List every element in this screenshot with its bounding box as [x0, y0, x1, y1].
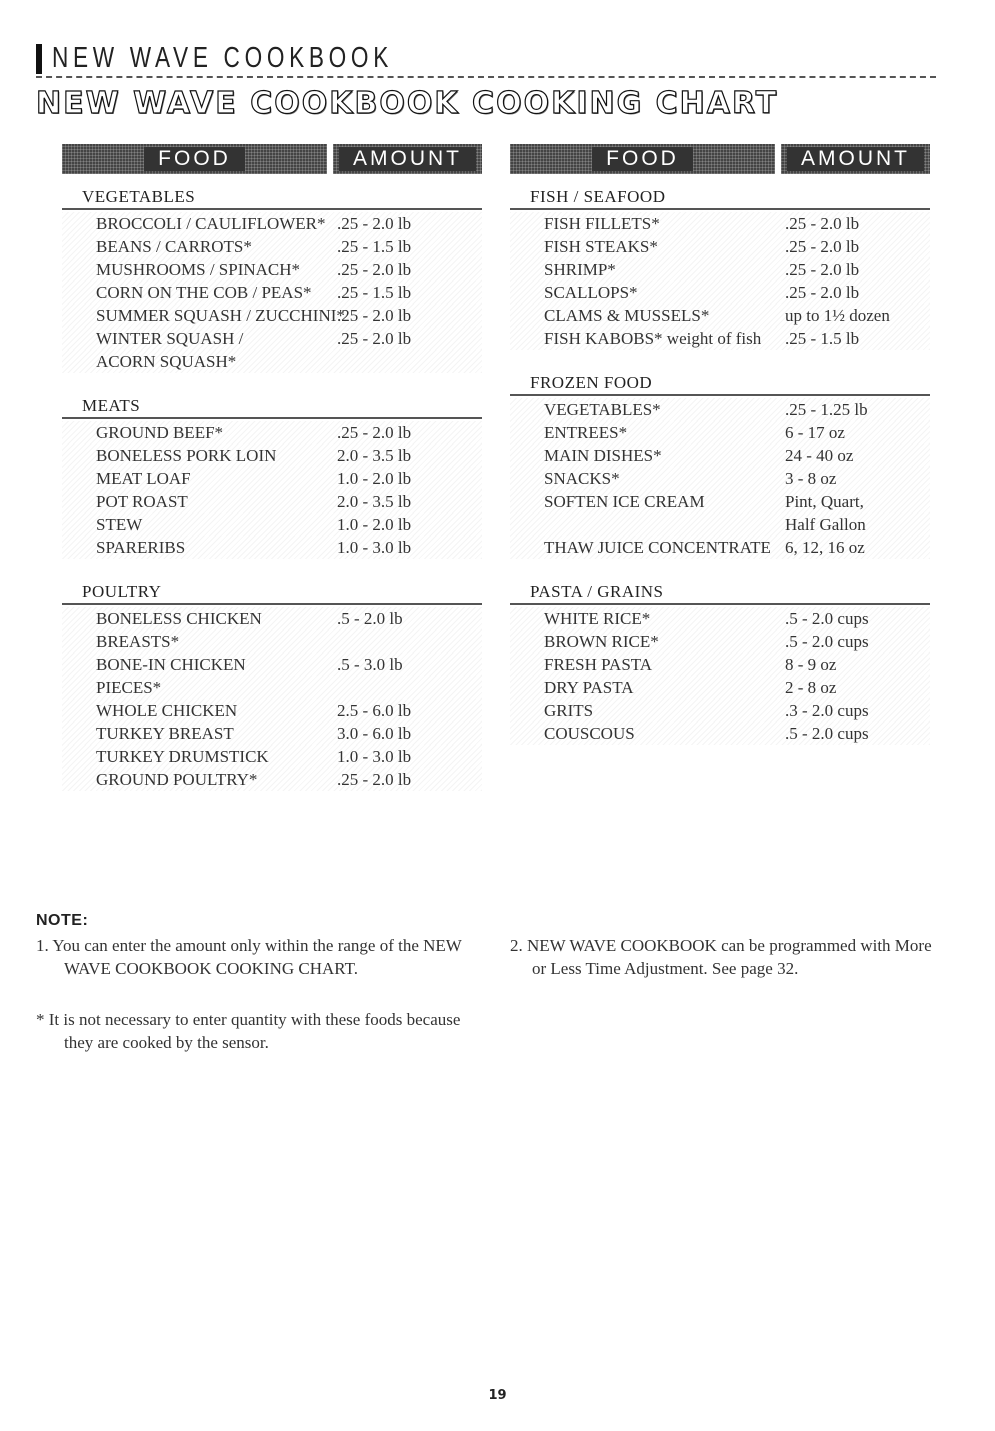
food-cell: WHITE RICE*	[544, 609, 651, 628]
food-header-label: FOOD	[592, 147, 693, 171]
chart-row	[510, 699, 930, 722]
chart-row	[62, 304, 482, 327]
star-note	[36, 1008, 486, 1054]
food-cell: FISH KABOBS* weight of fish	[544, 329, 762, 348]
amount-cell	[337, 350, 482, 373]
chart-row	[62, 258, 482, 281]
amount-header	[333, 144, 482, 174]
food-section	[62, 581, 482, 791]
chart-row	[62, 768, 482, 791]
food-cell: BROWN RICE*	[544, 632, 659, 651]
food-cell: MEAT LOAF	[96, 469, 191, 488]
food-cell: BONELESS CHICKEN	[96, 609, 262, 628]
food-section	[510, 581, 930, 745]
food-cell: FISH STEAKS*	[544, 237, 658, 256]
left-sections	[62, 186, 482, 791]
food-cell	[510, 513, 785, 536]
amount-cell: 24 - 40 oz	[785, 446, 854, 465]
star-note-text: * It is not necessary to enter quantity with these foods because they are cooked by the sensor.	[36, 1010, 461, 1052]
chart-row	[510, 536, 930, 559]
amount-cell: .5 - 3.0 lb	[337, 655, 403, 674]
food-cell: SNACKS*	[544, 469, 620, 488]
note-2-text: 2. NEW WAVE COOKBOOK can be programmed with More or Less Time Adjustment. See page 32.	[510, 936, 932, 978]
food-section	[510, 372, 930, 559]
food-cell: VEGETABLES*	[544, 400, 661, 419]
food-cell: WHOLE CHICKEN	[96, 701, 238, 720]
amount-header-label: AMOUNT	[787, 147, 924, 171]
amount-cell: .25 - 2.0 lb	[337, 214, 412, 233]
chart-row	[510, 235, 930, 258]
header-title: NEW WAVE COOKBOOK	[52, 42, 393, 74]
food-cell: ACORN SQUASH*	[96, 352, 237, 371]
page-number: 19	[488, 1388, 507, 1403]
chart-row	[510, 444, 930, 467]
chart-row	[510, 281, 930, 304]
amount-cell: .25 - 2.0 lb	[337, 260, 412, 279]
food-cell: SCALLOPS*	[544, 283, 638, 302]
note-label: NOTE:	[36, 912, 89, 929]
food-cell: TURKEY DRUMSTICK	[96, 747, 269, 766]
chart-row	[510, 421, 930, 444]
amount-cell: 3.0 - 6.0 lb	[337, 724, 412, 743]
amount-cell: .25 - 2.0 lb	[785, 237, 860, 256]
food-cell: FISH FILLETS*	[544, 214, 660, 233]
section-title: MEATS	[62, 395, 482, 419]
amount-cell: 2.0 - 3.5 lb	[337, 492, 412, 511]
chart-row	[62, 281, 482, 304]
header-bar-mark	[36, 44, 42, 74]
chart-row	[62, 421, 482, 444]
food-section	[62, 186, 482, 373]
amount-header-label: AMOUNT	[339, 147, 476, 171]
amount-cell: .25 - 1.5 lb	[785, 329, 860, 348]
food-header-label: FOOD	[144, 147, 245, 171]
food-cell: GRITS	[544, 701, 594, 720]
amount-cell: Pint, Quart,	[785, 492, 864, 511]
food-header	[510, 144, 775, 174]
amount-cell: 1.0 - 2.0 lb	[337, 515, 412, 534]
amount-cell: .5 - 2.0 cups	[785, 609, 869, 628]
section-title: PASTA / GRAINS	[510, 581, 930, 605]
section-title: VEGETABLES	[62, 186, 482, 210]
food-cell: BREASTS*	[96, 632, 180, 651]
chart-row	[510, 653, 930, 676]
chart-row	[62, 676, 482, 699]
food-header	[62, 144, 327, 174]
chart-row	[510, 467, 930, 490]
chart-row	[62, 745, 482, 768]
chart-title: NEW WAVE COOKBOOK COOKING CHART	[36, 86, 779, 121]
food-cell: MAIN DISHES*	[544, 446, 662, 465]
food-cell: MUSHROOMS / SPINACH*	[96, 260, 301, 279]
amount-cell: .25 - 2.0 lb	[785, 214, 860, 233]
chart-row	[62, 327, 482, 350]
amount-cell: 1.0 - 3.0 lb	[337, 747, 412, 766]
amount-cell: .3 - 2.0 cups	[785, 701, 869, 720]
food-cell: CLAMS & MUSSELS*	[544, 306, 710, 325]
amount-cell: .25 - 1.5 lb	[337, 237, 412, 256]
chart-row	[62, 350, 482, 373]
amount-cell: 8 - 9 oz	[785, 655, 837, 674]
amount-cell	[337, 676, 482, 699]
amount-cell: .25 - 1.5 lb	[337, 283, 412, 302]
food-cell: POT ROAST	[96, 492, 188, 511]
right-column	[510, 144, 930, 767]
chart-row	[510, 398, 930, 421]
food-section	[510, 186, 930, 350]
amount-cell: .25 - 2.0 lb	[785, 283, 860, 302]
section-title: FROZEN FOOD	[510, 372, 930, 396]
amount-cell: 3 - 8 oz	[785, 469, 837, 488]
chart-row	[62, 653, 482, 676]
chart-row	[510, 490, 930, 513]
chart-row	[62, 699, 482, 722]
food-cell: FRESH PASTA	[544, 655, 653, 674]
food-cell: SHRIMP*	[544, 260, 616, 279]
food-cell: SOFTEN ICE CREAM	[544, 492, 705, 511]
food-cell: CORN ON THE COB / PEAS*	[96, 283, 312, 302]
chart-row	[62, 490, 482, 513]
chart-row	[510, 630, 930, 653]
amount-cell: 2 - 8 oz	[785, 678, 837, 697]
chart-row	[62, 536, 482, 559]
food-cell: BONE-IN CHICKEN	[96, 655, 246, 674]
amount-cell: .25 - 2.0 lb	[337, 423, 412, 442]
chart-row	[510, 304, 930, 327]
note-1	[36, 934, 486, 980]
food-cell: STEW	[96, 515, 143, 534]
amount-cell: .5 - 2.0 cups	[785, 632, 869, 651]
amount-cell: 1.0 - 2.0 lb	[337, 469, 412, 488]
chart-row	[510, 212, 930, 235]
food-cell: DRY PASTA	[544, 678, 634, 697]
amount-cell: .25 - 2.0 lb	[337, 329, 412, 348]
left-column	[62, 144, 482, 813]
food-cell: TURKEY BREAST	[96, 724, 234, 743]
chart-row	[62, 444, 482, 467]
left-column-header	[62, 144, 482, 174]
amount-cell: 2.5 - 6.0 lb	[337, 701, 412, 720]
amount-cell: .5 - 2.0 cups	[785, 724, 869, 743]
chart-row	[62, 607, 482, 630]
section-title: POULTRY	[62, 581, 482, 605]
amount-cell: 1.0 - 3.0 lb	[337, 538, 412, 557]
header-bar	[36, 42, 936, 78]
food-cell: BROCCOLI / CAULIFLOWER*	[96, 214, 326, 233]
food-cell: PIECES*	[96, 678, 162, 697]
note-2	[510, 934, 950, 980]
chart-row	[510, 513, 930, 536]
food-cell: SUMMER SQUASH / ZUCCHINI*	[96, 306, 345, 325]
food-cell: THAW JUICE CONCENTRATE	[544, 538, 771, 557]
section-title: FISH / SEAFOOD	[510, 186, 930, 210]
chart-row	[62, 235, 482, 258]
chart-row	[62, 513, 482, 536]
food-cell: SPARERIBS	[96, 538, 186, 557]
amount-cell: .25 - 1.25 lb	[785, 400, 868, 419]
food-cell: GROUND POULTRY*	[96, 770, 258, 789]
note-1-text: 1. You can enter the amount only within the range of the NEW WAVE COOKBOOK COOKING CHART.	[36, 936, 462, 978]
amount-header	[781, 144, 930, 174]
chart-row	[62, 630, 482, 653]
amount-cell: .25 - 2.0 lb	[337, 306, 412, 325]
amount-cell: 6, 12, 16 oz	[785, 538, 865, 557]
amount-cell: .25 - 2.0 lb	[785, 260, 860, 279]
right-column-header	[510, 144, 930, 174]
chart-row	[62, 467, 482, 490]
amount-cell: Half Gallon	[785, 515, 866, 534]
amount-cell: 2.0 - 3.5 lb	[337, 446, 412, 465]
food-cell: BEANS / CARROTS*	[96, 237, 252, 256]
food-cell: COUSCOUS	[544, 724, 635, 743]
amount-cell	[337, 630, 482, 653]
chart-row	[62, 722, 482, 745]
chart-row	[62, 212, 482, 235]
amount-cell: up to 1½ dozen	[785, 306, 890, 325]
food-cell: ENTREES*	[544, 423, 628, 442]
amount-cell: 6 - 17 oz	[785, 423, 845, 442]
amount-cell: .25 - 2.0 lb	[337, 770, 412, 789]
chart-row	[510, 607, 930, 630]
food-cell: WINTER SQUASH /	[96, 329, 244, 348]
food-cell: GROUND BEEF*	[96, 423, 224, 442]
chart-row	[510, 327, 930, 350]
chart-row	[510, 722, 930, 745]
right-sections	[510, 186, 930, 745]
food-section	[62, 395, 482, 559]
chart-row	[510, 258, 930, 281]
food-cell: BONELESS PORK LOIN	[96, 446, 277, 465]
chart-row	[510, 676, 930, 699]
amount-cell: .5 - 2.0 lb	[337, 609, 403, 628]
